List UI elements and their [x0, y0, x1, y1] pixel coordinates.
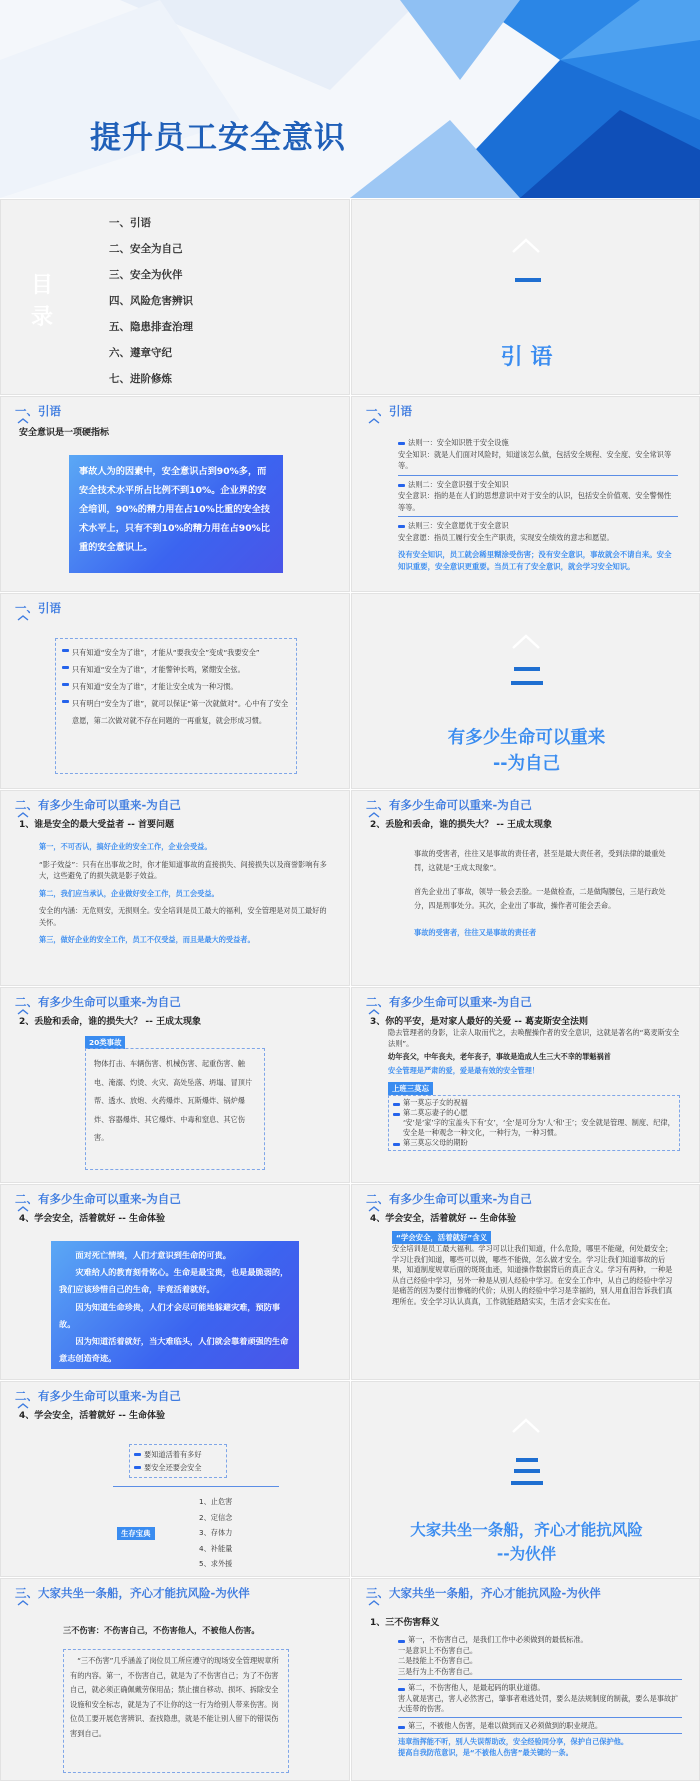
cover-title: 提升员工安全意识 [90, 120, 346, 156]
slide-heading: 三、大家共坐一条船，齐心才能抗风险-为伙伴 [366, 1586, 601, 1600]
section-title: 大家共坐一条船，齐心才能抗风险 [410, 1521, 643, 1539]
meaning-line: 三是行为上不伤害自己。 [398, 1666, 478, 1676]
slide-subtitle: 4、学会安全，活着就好 -- 生命体验 [19, 1411, 166, 1421]
life-line: 因为知道活着就好，当大难临头，人们就会靠着顽强的生命意志创造奇迹。 [59, 1336, 289, 1364]
slide-subtitle: 2、丢脸和丢命，谁的损失大？ -- 王成太现象 [19, 1017, 202, 1027]
survival-item: 要知道活着有多好 [134, 1448, 222, 1461]
slide-20-accidents [0, 987, 350, 1183]
never-forget-item: 第一莫忘子女的祝福 [393, 1098, 675, 1108]
meaning-line: 第二，不伤害他人，是最起码的职业道德。 [398, 1683, 682, 1694]
meaning-line: 第一，不伤害自己，是我们工作中必须做到的最低标准。 [398, 1635, 682, 1646]
toc-label [29, 270, 55, 334]
toc-item[interactable]: 三、安全为伙伴 [109, 269, 183, 281]
meaning-highlight: 违章指挥能不听，别人失误帮助改，安全经验同分享，保护自己保护他。 [398, 1737, 629, 1746]
why-item: 只有知道“安全为了谁”，才能让安全成为一种习惯。 [62, 678, 290, 695]
survival-guide-tag: 生存宝典 [117, 1527, 155, 1540]
highlight-box: 事故人为的因素中，安全意识占到90%多，而安全技术水平所占比例不到10%。企业界的安全培训，90%的精力用在占10%比重的安全技术水平上，只有不到10%的精力用在占90%比重的安全意识上。 [69, 455, 283, 573]
slide-intro-rules [351, 396, 700, 592]
never-forget-box [388, 1095, 680, 1151]
toc-label-char-2: 录 [30, 305, 53, 330]
section-subtitle: --为伙伴 [496, 1545, 557, 1563]
meaning-group [398, 1721, 682, 1735]
section-title: 引 语 [500, 345, 553, 370]
slide-heading: 二、有多少生命可以重来-为自己 [366, 1192, 532, 1206]
slide-heading: 二、有多少生命可以重来-为自己 [366, 798, 532, 812]
why-item: 只有知道“安全为了谁”，才能从“要我安全”变成“我要安全” [62, 644, 290, 661]
rules-list [398, 437, 678, 572]
slide-intro-indicator [0, 396, 350, 592]
survival-step: 2、定信念 [199, 1512, 233, 1522]
gomez-misfortune: 幼年丧父，中年丧夫，老年丧子，事故是造成人生三大不幸的罪魁祸首 [388, 1052, 611, 1061]
slide-survival-guide [0, 1381, 350, 1577]
chevron-up-icon [511, 1418, 541, 1434]
chevron-up-icon [511, 634, 541, 650]
slide-heading: 二、有多少生命可以重来-为自己 [15, 798, 181, 812]
life-line: 面对死亡情境，人们才意识到生命的可贵。 [75, 1250, 231, 1260]
slide-subtitle: 4、学会安全，活着就好 -- 生命体验 [19, 1214, 166, 1224]
never-forget-item: 第二莫忘妻子的心愿 [393, 1108, 675, 1118]
toc-slide [0, 199, 350, 395]
slide-life-experience [0, 1184, 350, 1380]
slide-subtitle: 2、丢脸和丢命，谁的损失大？ -- 王成太现象 [370, 820, 553, 830]
survival-step: 3、存体力 [199, 1528, 233, 1537]
slide-heading: 二、有多少生命可以重来-为自己 [15, 995, 181, 1009]
survival-box [129, 1444, 227, 1478]
slide-heading: 一、引语 [366, 404, 412, 418]
survival-step: 5、求外援 [199, 1559, 233, 1568]
toc-item[interactable]: 五、隐患排查治理 [109, 321, 193, 333]
slide-subtitle: 安全意识是一项硬指标 [19, 428, 110, 438]
toc-item[interactable]: 二、安全为自己 [109, 243, 183, 255]
section-numeral-bar [515, 278, 541, 282]
survival-list [199, 1494, 232, 1572]
toc-list [109, 210, 193, 392]
slide-three-no-harm-meaning [351, 1578, 700, 1781]
slide-intro-why [0, 593, 350, 789]
slide-heading: 一、引语 [15, 404, 61, 418]
slide-heading: 一、引语 [15, 601, 61, 615]
survival-step: 4、补能量 [199, 1543, 233, 1553]
point-1: 第一，不可否认，搞好企业的安全工作，企业会受益。 [39, 842, 212, 851]
slide-subtitle: 3、你的平安，是对家人最好的关爱 -- 葛麦斯安全法则 [370, 1017, 589, 1027]
gomez-text [388, 1028, 680, 1151]
meaning-line: 第三，不被他人伤害，是难以做到而又必须做到的职业规范。 [398, 1721, 682, 1732]
rules-conclusion: 没有安全知识，员工就会稀里糊涂受伤害；没有安全意识，事故就会不请自来。安全知识重要，安全意识更重要。当员工有了安全意识，就会学习安全知识。 [398, 550, 672, 571]
never-forget-item: 第三莫忘父母的期盼 [393, 1138, 675, 1148]
point-3: 第三，做好企业的安全工作，员工不仅受益，而且是最大的受益者。 [39, 935, 255, 944]
life-box [51, 1241, 299, 1369]
toc-item[interactable]: 六、遵章守纪 [109, 347, 172, 359]
slide-subtitle: 1、谁是安全的最大受益者 -- 首要问题 [19, 820, 175, 830]
three-no-harm-text: “三不伤害”几乎涵盖了岗位员工所应遵守的现场安全管理规章所有的内容。第一，不伤害自己，就是为了不伤害自己；为了不伤害自己，就必须正确佩戴劳保用品；禁止擅自移动、损坏、拆除安全设施和安全标志，就是为了不让你的这一行为给别人带来伤害。岗位员工要开展危害辨识、查找隐患，就是不能让别人留下的错误伤害到自己。 [70, 1656, 279, 1738]
section-numeral-bar [511, 681, 543, 685]
section-title: 有多少生命可以重来 [447, 728, 606, 748]
accident-list-box [85, 1048, 265, 1170]
rule-block [398, 437, 678, 476]
section-divider-3 [351, 1381, 700, 1577]
chevron-up-icon [368, 1600, 380, 1606]
point-2-detail: 安全的内涵：无危则安，无损则全。安全培训是员工最大的福利，安全管理是对员工最好的关怀。 [39, 906, 327, 927]
toc-label-char-1: 目 [30, 273, 53, 298]
slide-learn-safety [351, 1184, 700, 1380]
section-divider-2 [351, 593, 700, 789]
three-no-harm-box [63, 1649, 289, 1773]
chevron-up-icon [511, 238, 541, 254]
section-numeral-bar [514, 1469, 540, 1473]
meaning-line: 害人就是害己，害人必然害己，肇事者难逃处罚，要么是法规制度的制裁，要么是事故扩大连带的伤害。 [398, 1693, 679, 1713]
rule-title: 法则二：安全意识强于安全知识 [398, 479, 678, 491]
slide-heading: 二、有多少生命可以重来-为自己 [15, 1192, 181, 1206]
accident-tag: 20类事故 [85, 1036, 125, 1049]
life-line: 灾难给人的教育刻骨铭心。生命是最宝贵，也是最脆弱的，我们应该珍惜自己的生命，毕竟活着就好。 [59, 1267, 289, 1295]
why-item: 只有知道“安全为了谁”，才能警钟长鸣，紧绷安全弦。 [62, 661, 290, 678]
rule-title: 法则三：安全意愿优于安全意识 [398, 520, 678, 532]
cover-background-graphic [0, 0, 700, 198]
paragraph-1: 事故的受害者，往往又是事故的责任者，甚至是最大责任者，受到法律的最重处罚，这就是“王成太现象”。 [414, 849, 666, 872]
slide-subtitle: 4、学会安全，活着就好 -- 生命体验 [370, 1214, 517, 1224]
gomez-intro: 隐去管理者的身影，让亲人取而代之，去唤醒操作者的安全意识，这就是著名的“葛麦斯安全法则”。 [388, 1028, 680, 1048]
meaning-line: 二是技能上不伤害自己。 [398, 1656, 478, 1665]
slide-face-vs-life [351, 790, 700, 986]
section-numeral-bar [516, 1458, 538, 1462]
point-2: 第二，我们应当承认，企业做好安全工作，员工会受益。 [39, 888, 219, 898]
point-1-detail: “影子效益”：只有在出事故之时，你才能知道事故的直接损失、间接损失以及商誉影响有多大，这些避免了的损失就是影子效益。 [39, 859, 327, 880]
slide-three-no-harm [0, 1578, 350, 1781]
meaning-group [398, 1635, 682, 1680]
survival-step: 1、止危害 [199, 1497, 233, 1506]
meaning-highlight: 提高自我防范意识，是“不被他人伤害”最关键的一条。 [398, 1747, 573, 1757]
section-numeral-bar [514, 667, 540, 671]
slide-heading: 二、有多少生命可以重来-为自己 [15, 1389, 181, 1403]
key-point: 事故的受害者，往往又是事故的责任者 [414, 928, 537, 937]
section-divider-1 [351, 199, 700, 395]
accident-list: 物体打击、车辆伤害、机械伤害、起重伤害、触电、淹溺、灼烫、火灾、高处坠落、坍塌、冒顶片帮、透水、放炮、火药爆炸、瓦斯爆炸、锅炉爆炸、容器爆炸、其它爆炸、中毒和窒息、其它伤害。 [94, 1059, 253, 1142]
meaning-tag: “学会安全，活着就好”含义 [392, 1231, 491, 1244]
slide-gomez-rule [351, 987, 700, 1183]
section-subtitle: --为自己 [492, 754, 561, 774]
gomez-love: 安全管理是严肃的爱，爱是最有效的安全管理！ [388, 1065, 539, 1075]
rule-desc: 安全意识：指的是在人们的思想意识中对于安全的认识，包括安全价值观、安全警惕性等等。 [398, 491, 672, 512]
toc-item[interactable]: 四、风险危害辨识 [109, 295, 193, 307]
slide-subtitle: 三不伤害：不伤害自己，不伤害他人，不被他人伤害。 [63, 1625, 260, 1635]
rule-title: 法则一：安全知识胜于安全设施 [398, 437, 678, 449]
beneficiary-text [39, 841, 329, 946]
chevron-up-icon [17, 418, 29, 424]
cover-slide [0, 0, 700, 198]
why-box [55, 638, 297, 774]
section-numeral-bar [511, 1481, 543, 1485]
paragraph-2: 首先企业出了事故，领导一般会丢脸。一是做检查，二是做陶腰包，三是行政处分，四是刑事处分。其次，企业出了事故，操作者可能会丢命。 [414, 887, 666, 910]
chevron-up-icon [17, 615, 29, 621]
meaning-list [398, 1635, 682, 1758]
slide-beneficiary [0, 790, 350, 986]
meaning-group [398, 1683, 682, 1718]
learn-safety-text: 安全培训是员工最大福利。学习可以让我们知道，什么危险，哪里不能碰，何处最安全；学习让我们知道，哪些可以做，哪些不能做，怎么做才安全。学习让我们知道事故的后果，知道制度规章后面的斑斑血迹，知道操作数据背后的真正含义。学习有两种，一种是从自己经验中学习，另外一种是从别人经验中学习。在安全工作中，从自己的经验中学习是痛苦的因为要付出惨痛的代价；从别人的经验中学习是幸福的，别人用血泪告诉我们真理所在。安全学习认认真真，工作就能踏踏实实，生活才会实实在在。 [392, 1244, 673, 1306]
face-vs-life-text [414, 847, 674, 939]
survival-item: 要安全还要会安全 [134, 1461, 222, 1474]
life-line: 因为知道生命珍贵，人们才会尽可能地躲避灾难，预防事故。 [59, 1301, 281, 1329]
rule-block [398, 520, 678, 546]
meaning-line: 一是意识上不伤害自己。 [398, 1645, 478, 1655]
never-forget-tag: 上班三莫忘 [388, 1082, 433, 1095]
slide-subtitle: 1、三不伤害释义 [370, 1618, 440, 1628]
chevron-up-icon [17, 1600, 29, 1606]
divider-line [113, 1486, 279, 1487]
slide-heading: 三、大家共坐一条船，齐心才能抗风险-为伙伴 [15, 1586, 250, 1600]
rule-desc: 安全意愿：指员工履行安全生产职责，实现安全绩效的意志和愿望。 [398, 532, 614, 542]
rule-desc: 安全知识：就是人们面对风险时，知道该怎么做，包括安全规程、安全度、安全常识等等。 [398, 449, 672, 470]
slide-heading: 二、有多少生命可以重来-为自己 [366, 995, 532, 1009]
toc-item[interactable]: 一、引语 [109, 217, 151, 229]
chevron-up-icon [368, 418, 380, 424]
never-forget-note: ‘安’是‘家’字的宝盖头下有‘女’，‘全’是可分为‘人’和‘王’；安全就是管理、制度、纪律，安全是一种观念一种文化，一种行为，一种习惯。 [403, 1118, 675, 1137]
toc-item[interactable]: 七、进阶修炼 [109, 373, 172, 385]
rule-block [398, 479, 678, 518]
why-item: 只有明白“安全为了谁”，就可以保证“第一次就做对”。心中有了安全意愿，第二次做对就不存在问题的一再重复，就会形成习惯。 [62, 695, 290, 729]
